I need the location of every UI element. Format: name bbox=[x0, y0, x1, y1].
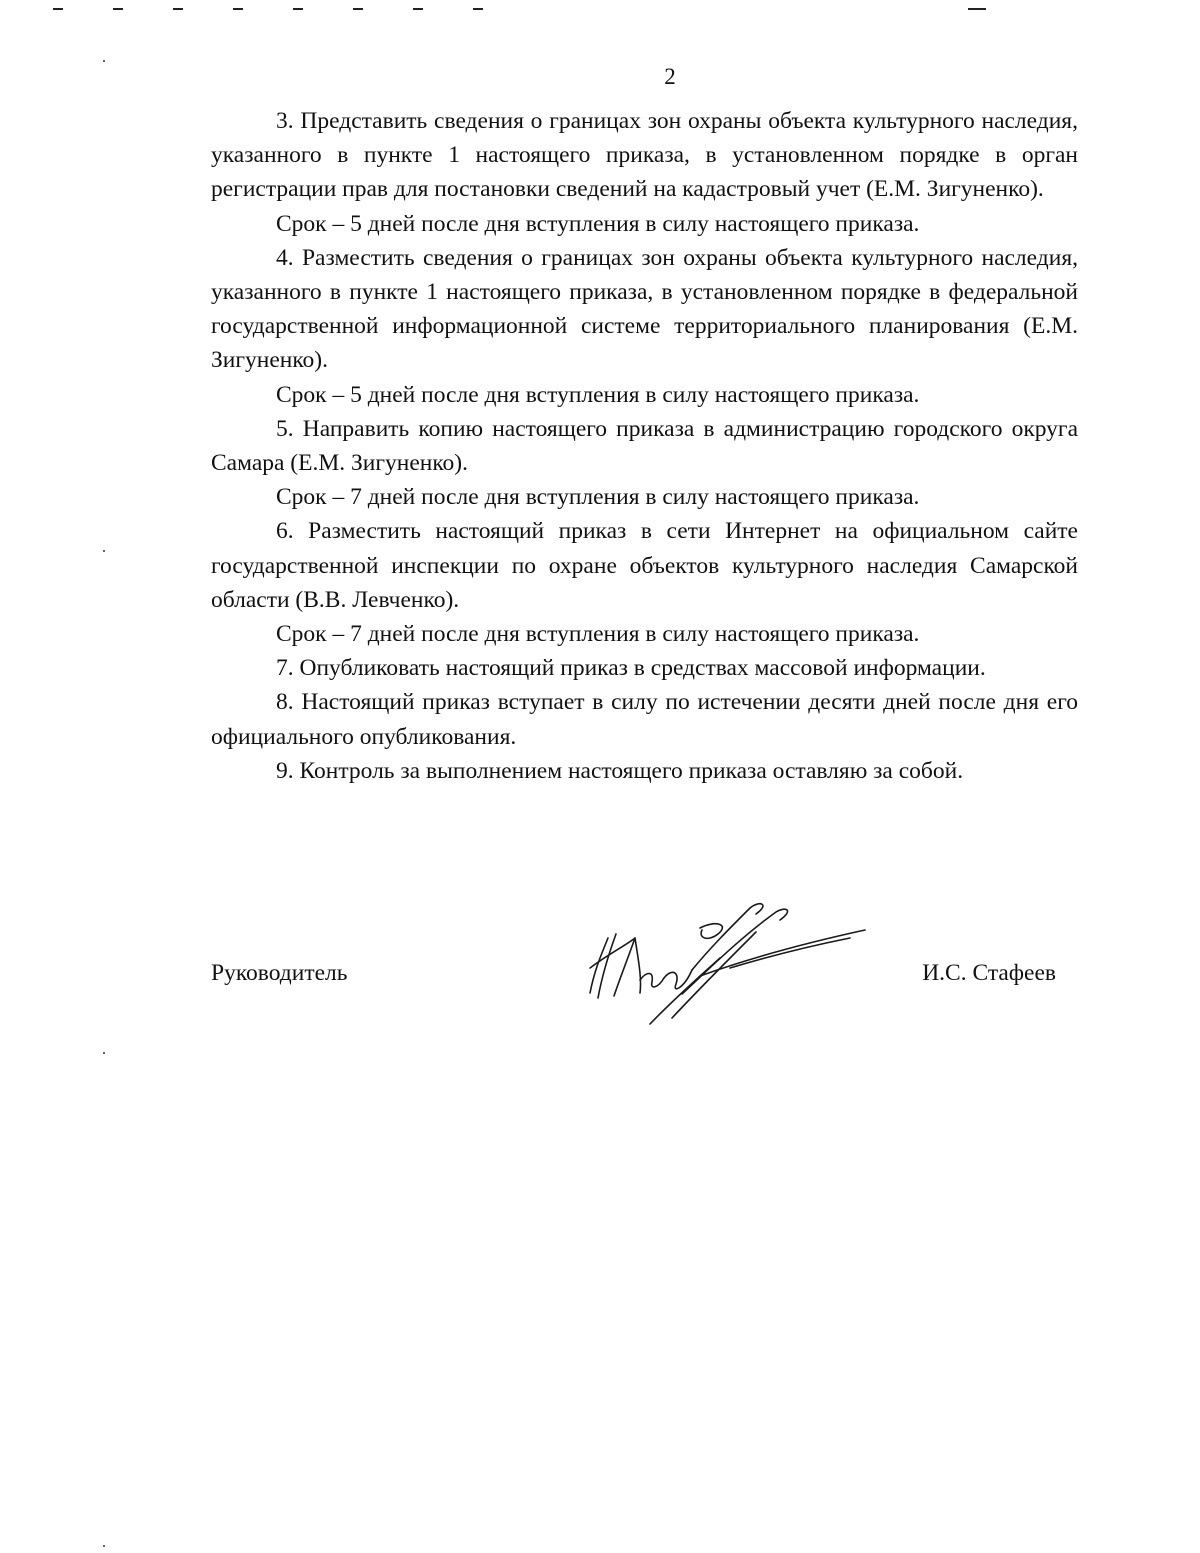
scan-mark bbox=[103, 1545, 105, 1547]
handwritten-signature bbox=[580, 898, 870, 1028]
scan-mark bbox=[293, 8, 303, 10]
scan-mark bbox=[113, 8, 123, 10]
paragraph-item-6: 6. Разместить настоящий приказ в сети Интернет на официальном сайте государственной инспекции по охране объектов культурного наследия Самарской области (В.В. Левченко). bbox=[211, 518, 1078, 613]
scan-mark bbox=[103, 60, 105, 62]
scan-mark bbox=[473, 8, 483, 10]
paragraph-item-5: 5. Направить копию настоящего приказа в администрацию городского округа Самара (Е.М. Зигуненко). bbox=[211, 415, 1078, 477]
paragraph-deadline: Срок – 7 дней после дня вступления в силу настоящего приказа. bbox=[276, 484, 920, 511]
page-number: 2 bbox=[664, 64, 676, 89]
paragraph-item-3: 3. Представить сведения о границах зон охраны объекта культурного наследия, указанного в пункте 1 настоящего приказа, в установленном порядке в орган регистрации прав для постановки сведений на кадастровый учет (Е.М. Зигуненко). bbox=[211, 108, 1078, 203]
scan-mark bbox=[233, 8, 243, 10]
paragraph-item-7: 7. Опубликовать настоящий приказ в средствах массовой информации. bbox=[276, 655, 986, 682]
scan-mark bbox=[103, 1052, 105, 1054]
scan-mark bbox=[968, 8, 986, 10]
signer-name: И.С. Стафеев bbox=[922, 960, 1056, 986]
paragraph-item-4: 4. Разместить сведения о границах зон охраны объекта культурного наследия, указанного в пункте 1 настоящего приказа, в установленном порядке в федеральной государственной информационной системе территориального планирования (Е.М. Зигуненко). bbox=[211, 244, 1078, 374]
scan-mark bbox=[413, 8, 423, 10]
paragraph-deadline: Срок – 5 дней после дня вступления в силу настоящего приказа. bbox=[276, 381, 920, 408]
paragraph-deadline: Срок – 7 дней после дня вступления в силу настоящего приказа. bbox=[276, 621, 920, 648]
document-body bbox=[211, 104, 1078, 788]
paragraph-item-9: 9. Контроль за выполнением настоящего приказа оставляю за собой. bbox=[276, 757, 964, 784]
paragraph-deadline: Срок – 5 дней после дня вступления в силу настоящего приказа. bbox=[276, 210, 920, 237]
scan-mark bbox=[353, 8, 363, 10]
signer-title: Руководитель bbox=[211, 960, 348, 986]
scan-mark bbox=[173, 8, 183, 10]
scan-mark bbox=[53, 8, 63, 10]
scan-mark bbox=[103, 550, 105, 552]
paragraph-item-8: 8. Настоящий приказ вступает в силу по истечении десяти дней после дня его официального опубликования. bbox=[211, 689, 1078, 750]
